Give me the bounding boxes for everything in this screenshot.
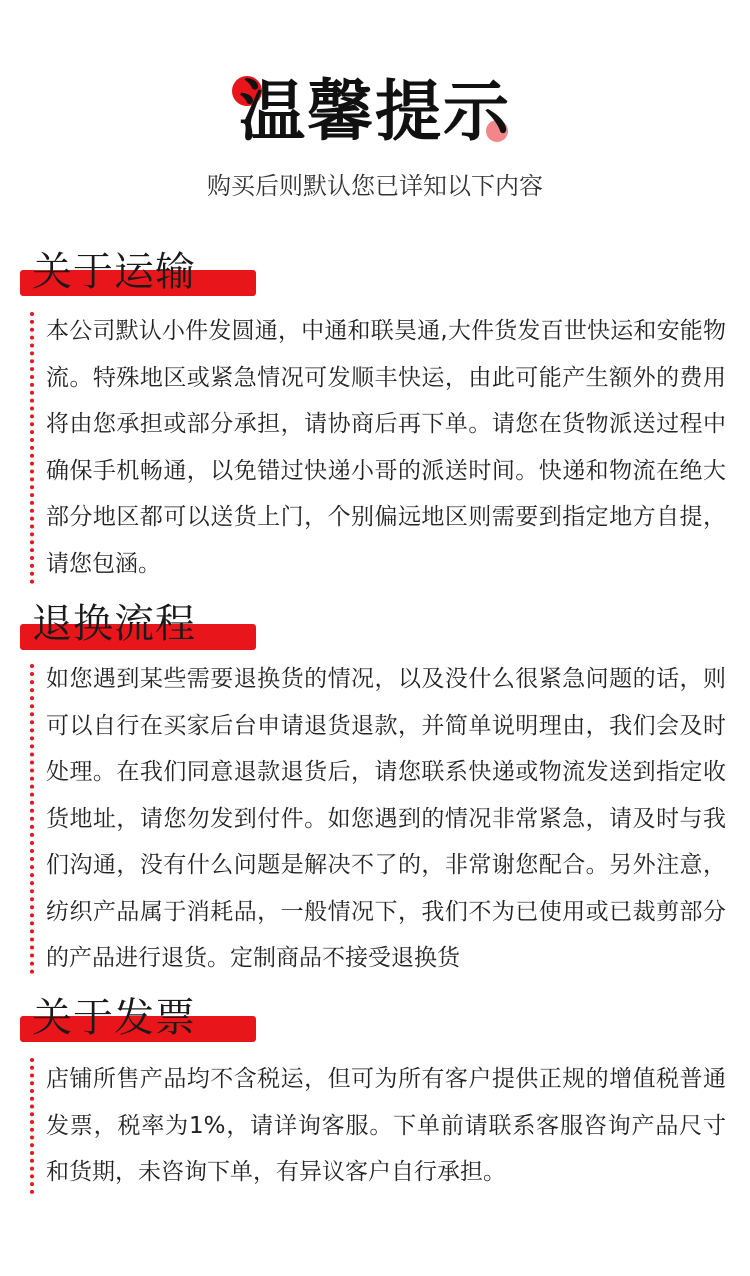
page-subtitle: 购买后则默认您已详知以下内容 <box>207 172 543 200</box>
section-transport-dots <box>30 312 34 584</box>
section-invoice-dots <box>30 1058 34 1194</box>
section-invoice-title: 关于发票 <box>32 995 196 1041</box>
section-returns-dots <box>30 664 34 974</box>
section-invoice-body: 店铺所售产品均不含税运，但可为所有客户提供正规的增值税普通发票，税率为1%，请详询客服。下单前请联系客服咨询产品尺寸和货期，未咨询下单，有异议客户自行承担。 <box>46 1066 726 1185</box>
section-transport-body: 本公司默认小件发圆通，中通和联昊通,大件货发百世快运和安能物流。特殊地区或紧急情况可发顺丰快运，由此可能产生额外的费用将由您承担或部分承担，请协商后再下单。请您在货物派送过程中确保手机畅通，以免错过快递小哥的派送时间。快递和物流在绝大部分地区都可以送货上门，个别偏远地区则需要到指定地方自提，请您包涵。 <box>46 318 726 577</box>
section-returns-body: 如您遇到某些需要退换货的情况，以及没什么很紧急问题的话，则可以自行在买家后台申请退货退款，并简单说明理由，我们会及时处理。在我们同意退款退货后，请您联系快递或物流发送到指定收货地址，请您勿发到付件。如您遇到的情况非常紧急，请及时与我们沟通，没有什么问题是解决不了的，非常谢您配合。另外注意，纺织产品属于消耗品，一般情况下，我们不为已使用或已裁剪部分的产品进行退货。定制商品不接受退换货 <box>46 666 726 971</box>
section-transport-title: 关于运输 <box>32 249 196 295</box>
page-title: 温馨提示 <box>239 73 511 150</box>
section-returns-title: 退换流程 <box>32 601 196 647</box>
